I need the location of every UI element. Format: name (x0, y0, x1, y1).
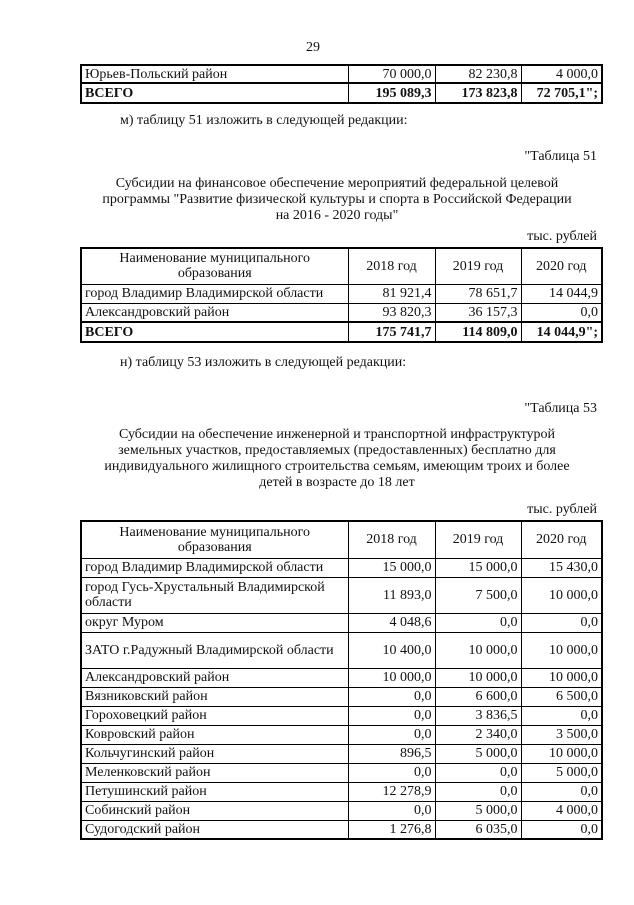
title-line: Субсидии на обеспечение инженерной и транспортной инфраструктурой (118, 427, 556, 442)
table-row (81, 820, 602, 839)
cell-2018: 93 820,3 (348, 303, 435, 322)
cell-2018: 10 000,0 (348, 668, 435, 687)
cell-2019: 7 500,0 (435, 577, 521, 613)
title-line: программы "Развитие физической культуры и спорта в Российской Федерации (102, 192, 572, 207)
units-label: тыс. рублей (527, 502, 597, 517)
cell-name: город Владимир Владимирской области (81, 558, 348, 577)
cell-2018: 81 921,4 (348, 284, 435, 303)
total-label: ВСЕГО (81, 83, 348, 103)
cell-2020: 4 000,0 (521, 801, 602, 820)
cell-2019: 10 000,0 (435, 632, 521, 668)
cell-name: Гороховецкий район (81, 706, 348, 725)
header-2020: 2020 год (521, 521, 602, 558)
cell-2018: 11 893,0 (348, 577, 435, 613)
page-number: 29 (306, 40, 320, 55)
header-name-line: Наименование муниципального (119, 251, 311, 267)
cell-name: Собинский район (81, 801, 348, 820)
cell-name: ЗАТО г.Радужный Владимирской области (81, 632, 348, 668)
cell-2020: 3 500,0 (521, 725, 602, 744)
header-name (81, 248, 348, 284)
cell-2020: 0,0 (521, 820, 602, 839)
table-row (81, 577, 602, 613)
cell-name: Петушинский район (81, 782, 348, 801)
table-53-title (40, 427, 634, 491)
total-label: ВСЕГО (81, 322, 348, 342)
cell-2019: 5 000,0 (435, 744, 521, 763)
cell-2018: 0,0 (348, 687, 435, 706)
cell-2019: 6 035,0 (435, 820, 521, 839)
units-label: тыс. рублей (527, 229, 597, 244)
cell-2020: 14 044,9 (521, 284, 602, 303)
cell-2018: 896,5 (348, 744, 435, 763)
cell-2019: 36 157,3 (435, 303, 521, 322)
cell-name: город Владимир Владимирской области (81, 284, 348, 303)
title-line: земельных участков, предоставляемых (предоставленных) бесплатно для (118, 443, 556, 458)
table-row (81, 284, 602, 303)
header-2019: 2019 год (435, 248, 521, 284)
cell-2018: 0,0 (348, 763, 435, 782)
cell-name: округ Муром (81, 613, 348, 632)
total-2018: 195 089,3 (348, 83, 435, 103)
cell-2018: 0,0 (348, 706, 435, 725)
cell-2020: 10 000,0 (521, 632, 602, 668)
cell-2018: 4 048,6 (348, 613, 435, 632)
table-row (81, 65, 602, 83)
cell-2019: 10 000,0 (435, 668, 521, 687)
cell-2019: 5 000,0 (435, 801, 521, 820)
cell-name: Юрьев-Польский район (81, 65, 348, 83)
total-row (81, 83, 602, 103)
cell-2020: 10 000,0 (521, 668, 602, 687)
cell-2020: 10 000,0 (521, 577, 602, 613)
cell-name: Кольчугинский район (81, 744, 348, 763)
header-2018: 2018 год (348, 521, 435, 558)
cell-2019: 6 600,0 (435, 687, 521, 706)
cell-2020: 15 430,0 (521, 558, 602, 577)
table-row (81, 668, 602, 687)
table-row (81, 706, 602, 725)
cell-2019: 15 000,0 (435, 558, 521, 577)
cell-name: Меленковский район (81, 763, 348, 782)
instruction-n: н) таблицу 53 изложить в следующей редакции: (120, 355, 407, 370)
header-2019: 2019 год (435, 521, 521, 558)
header-2020: 2020 год (521, 248, 602, 284)
cell-2018: 15 000,0 (348, 558, 435, 577)
table-row (81, 687, 602, 706)
cell-2018: 12 278,9 (348, 782, 435, 801)
cell-2018: 0,0 (348, 801, 435, 820)
cell-2020: 10 000,0 (521, 744, 602, 763)
cell-name: Ковровский район (81, 725, 348, 744)
title-line: на 2016 - 2020 годы" (275, 208, 399, 223)
cell-2018: 70 000,0 (348, 65, 435, 83)
table-row (81, 801, 602, 820)
title-line: Субсидии на финансовое обеспечение мероприятий федеральной целевой (115, 176, 559, 191)
cell-2020: 0,0 (521, 303, 602, 322)
header-2018: 2018 год (348, 248, 435, 284)
cell-2019: 3 836,5 (435, 706, 521, 725)
total-2019: 114 809,0 (435, 322, 521, 342)
table-row (81, 744, 602, 763)
cell-2019: 0,0 (435, 782, 521, 801)
cell-2020: 0,0 (521, 706, 602, 725)
table-row (81, 558, 602, 577)
total-2019: 173 823,8 (435, 83, 521, 103)
total-2020: 72 705,1"; (521, 83, 602, 103)
cell-2019: 2 340,0 (435, 725, 521, 744)
cell-2020: 0,0 (521, 613, 602, 632)
table-row (81, 303, 602, 322)
cell-name: Александровский район (81, 303, 348, 322)
cell-name: Вязниковский район (81, 687, 348, 706)
cell-2020: 4 000,0 (521, 65, 602, 83)
cell-2019: 0,0 (435, 613, 521, 632)
cell-2018: 10 400,0 (348, 632, 435, 668)
table-row (81, 632, 602, 668)
cell-name: Судогодский район (81, 820, 348, 839)
total-row (81, 322, 602, 342)
table-51-title (40, 176, 634, 224)
total-2020: 14 044,9"; (521, 322, 602, 342)
title-line: детей в возрасте до 18 лет (259, 475, 415, 490)
cell-2018: 1 276,8 (348, 820, 435, 839)
cell-2019: 0,0 (435, 763, 521, 782)
cell-2018: 0,0 (348, 725, 435, 744)
cell-2019: 82 230,8 (435, 65, 521, 83)
cell-name: город Гусь-Хрустальный Владимирской области (81, 577, 348, 613)
header-name-line: образования (177, 539, 252, 555)
header-name-line: Наименование муниципального (119, 524, 311, 540)
header-name-line: образования (177, 266, 252, 282)
cell-2020: 6 500,0 (521, 687, 602, 706)
table-row (81, 782, 602, 801)
cell-name: Александровский район (81, 668, 348, 687)
table-53 (80, 520, 603, 840)
total-2018: 175 741,7 (348, 322, 435, 342)
instruction-m: м) таблицу 51 изложить в следующей редакции: (120, 113, 408, 128)
header-row (81, 521, 602, 558)
header-row (81, 248, 602, 284)
table-53-label: "Таблица 53 (524, 401, 597, 416)
cell-2019: 78 651,7 (435, 284, 521, 303)
table-51-label: "Таблица 51 (524, 149, 597, 164)
table-row (81, 613, 602, 632)
header-name (81, 521, 348, 558)
cell-2020: 5 000,0 (521, 763, 602, 782)
table-row (81, 763, 602, 782)
cell-2020: 0,0 (521, 782, 602, 801)
table-51 (80, 247, 603, 343)
top-table (80, 64, 603, 104)
table-row (81, 725, 602, 744)
title-line: индивидуального жилищного строительства семьям, имеющим троих и более (104, 459, 570, 474)
